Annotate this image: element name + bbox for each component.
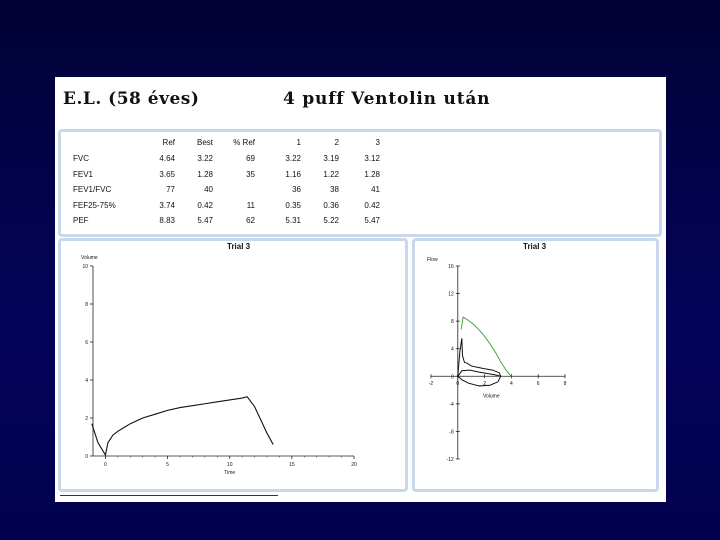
patient-label: E.L. (58 éves) <box>63 89 200 109</box>
table-cell: 5.22 <box>323 216 339 225</box>
predicted-flow-curve <box>461 317 511 376</box>
table-cell: 3.22 <box>197 154 213 163</box>
table-cell: 36 <box>292 185 301 194</box>
table-row-label: FEV1/FVC <box>73 185 112 194</box>
x-tick-label: 15 <box>289 462 295 468</box>
table-cell: 5.47 <box>197 216 213 225</box>
x-axis-label: Volume <box>482 393 500 400</box>
table-cell: 38 <box>330 185 339 194</box>
table-cell: 1.28 <box>364 169 380 179</box>
table-cell: 3.19 <box>323 154 339 163</box>
x-tick-label: -2 <box>428 381 434 388</box>
table-cell: 35 <box>246 169 255 179</box>
flow-volume-chart <box>415 241 656 489</box>
table-row-label: FEV1 <box>73 169 94 179</box>
report-header <box>55 77 666 117</box>
table-cell: 5.31 <box>285 216 301 225</box>
table-row-label: FVC <box>73 154 89 163</box>
y-tick-label: 6 <box>85 340 88 346</box>
table-cell: 8.83 <box>159 216 175 225</box>
volume-time-title: Trial 3 <box>227 242 251 251</box>
y-tick-label: 12 <box>448 291 454 298</box>
table-cell: 62 <box>246 216 255 225</box>
x-tick-label: 2 <box>483 381 486 388</box>
table-cell: 1.28 <box>197 169 213 179</box>
table-cell: 11 <box>246 200 255 210</box>
x-tick-label: 0 <box>456 381 460 388</box>
measured-flow-loop <box>458 338 501 386</box>
table-cell: 5.47 <box>364 216 380 225</box>
y-axis-label: Flow <box>427 257 438 263</box>
volume-time-chart <box>61 241 405 489</box>
table-cell: 3.65 <box>159 169 175 179</box>
x-tick-label: 6 <box>536 381 540 388</box>
y-tick-label: -4 <box>449 401 454 408</box>
x-tick-label: 8 <box>563 381 567 388</box>
x-tick-label: 10 <box>226 462 233 468</box>
y-tick-label: 8 <box>451 319 454 326</box>
table-cell: 41 <box>371 185 380 194</box>
x-tick-label: 20 <box>351 462 357 468</box>
table-cell: 40 <box>204 185 213 194</box>
x-tick-label: 5 <box>166 462 169 468</box>
table-column-header: 1 <box>296 138 301 147</box>
y-tick-label: 2 <box>85 416 88 422</box>
y-tick-label: 8 <box>85 302 88 308</box>
y-tick-label: -12 <box>446 457 454 463</box>
x-tick-label: 0 <box>104 462 107 468</box>
table-cell: 3.22 <box>285 154 301 163</box>
y-tick-label: 4 <box>451 346 454 353</box>
y-tick-label: 0 <box>451 374 454 381</box>
table-cell: 3.12 <box>364 154 380 163</box>
x-tick-label: 4 <box>510 381 513 388</box>
y-tick-label: -8 <box>449 429 454 436</box>
table-column-header: % Ref <box>233 138 255 147</box>
flow-volume-panel <box>412 238 659 492</box>
table-cell: 69 <box>246 154 255 163</box>
volume-time-panel <box>58 238 408 492</box>
flow-volume-title: Trial 3 <box>523 242 547 251</box>
table-column-header: Best <box>196 138 213 147</box>
y-tick-label: 0 <box>85 454 88 460</box>
table-column-header: 2 <box>334 138 339 147</box>
table-column-header: Ref <box>162 138 175 147</box>
volume-time-curve <box>92 397 273 455</box>
table-row-label: FEF25-75% <box>73 200 116 210</box>
table-cell: 4.64 <box>159 154 175 163</box>
x-axis-label: Time <box>224 470 236 476</box>
table-cell: 1.22 <box>323 169 339 179</box>
table-cell: 1.16 <box>285 169 301 179</box>
condition-label: 4 puff Ventolin után <box>283 89 491 109</box>
table-cell: 0.36 <box>323 200 339 210</box>
results-table <box>58 129 662 237</box>
table-cell: 3.74 <box>159 200 175 210</box>
y-tick-label: 4 <box>85 378 88 384</box>
y-tick-label: 10 <box>82 264 88 270</box>
table-cell: 0.42 <box>197 200 213 210</box>
table-cell: 77 <box>166 185 175 194</box>
table-cell: 0.35 <box>285 200 301 210</box>
table-column-header: 3 <box>375 138 380 147</box>
y-tick-label: 16 <box>448 264 454 270</box>
spirometry-report-sheet <box>55 77 666 502</box>
table-cell: 0.42 <box>364 200 380 210</box>
bottom-divider <box>60 495 278 496</box>
y-axis-label: Volume <box>81 255 98 261</box>
table-row-label: PEF <box>73 216 89 225</box>
